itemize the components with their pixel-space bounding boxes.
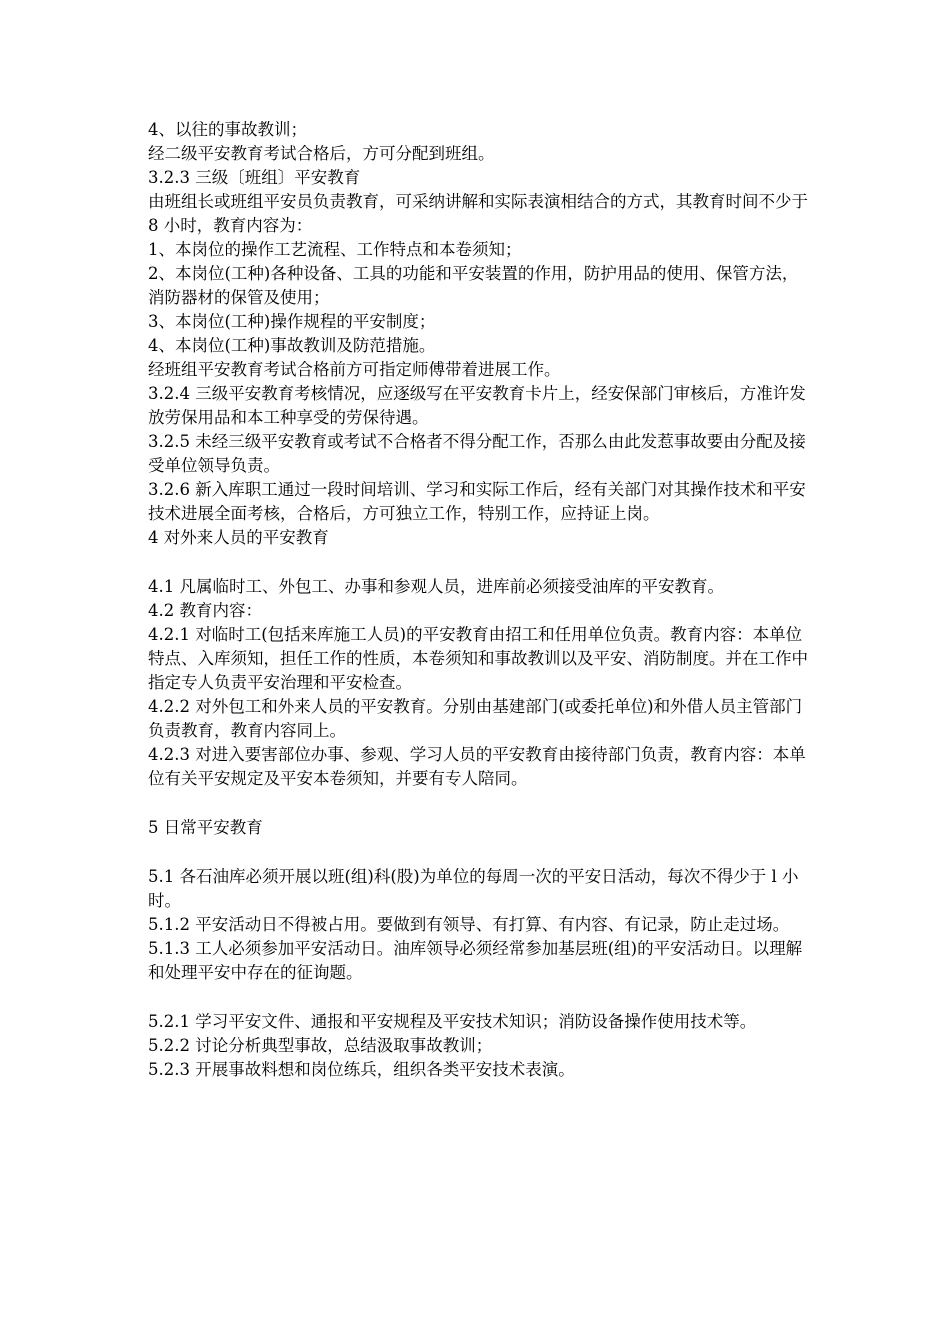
spacer [148,791,808,816]
spacer [148,840,808,865]
paragraph-4-2-2: 4.2.2 对外包工和外来人员的平安教育。分别由基建部门(或委托单位)和外借人员主管部门负责教育，教育内容同上。 [148,697,803,740]
paragraph-4-2-1: 4.2.1 对临时工(包括来库施工人员)的平安教育由招工和任用单位负责。教育内容：本单位特点、入库须知，担任工作的性质，本卷须知和事故教训以及平安、消防制度。并在工作中指定专人负责平安治理和平安检查。 [148,625,808,692]
list-item-1: 1、本岗位的操作工艺流程、工作特点和本卷须知； [148,240,522,259]
paragraph-5-2-1: 5.2.1 学习平安文件、通报和平安规程及平安技术知识；消防设备操作使用技术等。 [148,1012,757,1031]
paragraph-3-2-4: 3.2.4 三级平安教育考核情况，应逐级写在平安教育卡片上，经安保部门审核后，方准许发放劳保用品和本工种享受的劳保待遇。 [148,384,806,427]
paragraph-5-1: 5.1 各石油库必须开展以班(组)科(股)为单位的每周一次的平安日活动，每次不得少于 l 小时。 [148,867,799,910]
paragraph-5-1-3: 5.1.3 工人必须参加平安活动日。油库领导必须经常参加基层班(组)的平安活动日。以理解和处理平安中存在的征询题。 [148,939,803,982]
section-heading-3-2-3: 3.2.3 三级〔班组〕平安教育 [148,168,361,187]
paragraph-4-2: 4.2 教育内容： [148,601,262,620]
paragraph-5-1-2: 5.1.2 平安活动日不得被占用。要做到有领导、有打算、有内容、有记录，防止走过场。 [148,915,790,934]
list-item-2: 2、本岗位(工种)各种设备、工具的功能和平安装置的作用，防护用品的使用、保管方法，消防器材的保管及使用； [148,264,799,307]
paragraph-4-2-3: 4.2.3 对进入要害部位办事、参观、学习人员的平安教育由接待部门负责，教育内容：本单位有关平安规定及平安本卷须知，并要有专人陪同。 [148,745,806,788]
paragraph-level2-assign: 经二级平安教育考试合格后，方可分配到班组。 [148,144,495,163]
paragraph-3-2-6: 3.2.6 新入库职工通过一段时间培训、学习和实际工作后，经有关部门对其操作技术和平安技术进展全面考核，合格后，方可独立工作，特别工作，应持证上岗。 [148,480,806,523]
paragraph-4-1: 4.1 凡属临时工、外包工、办事和参观人员，进库前必须接受油库的平安教育。 [148,577,724,596]
paragraph-team-education: 由班组长或班组平安员负责教育，可采纳讲解和实际表演相结合的方式，其教育时间不少于 8 小时，教育内容为： [148,192,808,235]
paragraph-5-2-2: 5.2.2 讨论分析典型事故，总结汲取事故教训； [148,1036,493,1055]
section-heading-4: 4 对外来人员的平安教育 [148,528,329,547]
list-item-accident-lessons: 4、以往的事故教训； [148,120,307,139]
list-item-4: 4、本岗位(工种)事故教训及防范措施。 [148,336,436,355]
document-body [148,118,808,1082]
spacer [148,985,808,1010]
list-item-3: 3、本岗位(工种)操作规程的平安制度； [148,312,436,331]
spacer [148,550,808,575]
section-heading-5: 5 日常平安教育 [148,818,263,837]
paragraph-3-2-5: 3.2.5 未经三级平安教育或考试不合格者不得分配工作，否那么由此发惹事故要由分配及接受单位领导负责。 [148,432,806,475]
paragraph-5-2-3: 5.2.3 开展事故料想和岗位练兵，组织各类平安技术表演。 [148,1060,575,1079]
paragraph-team-exam: 经班组平安教育考试合格前方可指定师傅带着进展工作。 [148,360,561,379]
